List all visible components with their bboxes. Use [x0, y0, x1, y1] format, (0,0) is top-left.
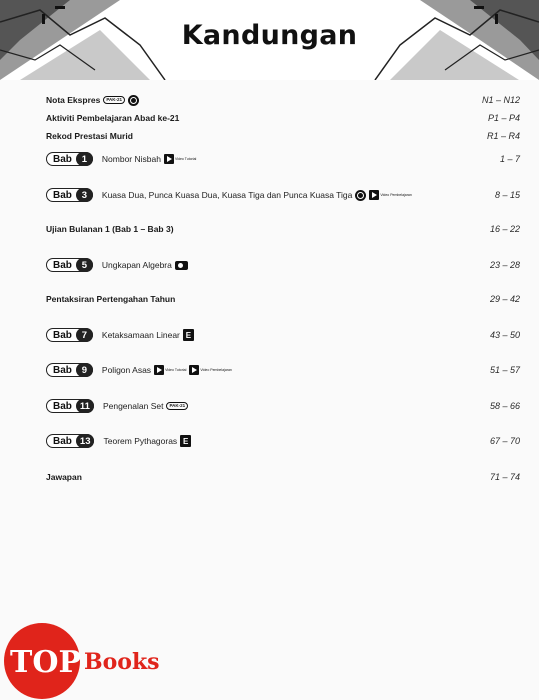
entry-pages: R1 – R4 [486, 131, 520, 141]
chapter-title: Teorem Pythagoras [103, 436, 178, 446]
chapter-title: Kuasa Dua, Punca Kuasa Dua, Kuasa Tiga dan Punca Kuasa Tiga [101, 190, 353, 200]
entry-title: Aktiviti Pembelajaran Abad ke-21 [46, 113, 180, 123]
toc-entry-bab-9[interactable] [46, 360, 520, 380]
entry-pages: 23 – 28 [489, 260, 520, 270]
chapter-badge: Bab 7 [46, 328, 93, 342]
globe-icon [355, 190, 366, 201]
toc-entry-pentaksiran[interactable] [46, 289, 520, 309]
toc-entry-aktiviti[interactable] [46, 108, 520, 128]
chapter-badge: Bab 13 [46, 434, 94, 448]
toc-entry-nota-ekspres[interactable] [46, 90, 520, 110]
chapter-badge: Bab 9 [46, 363, 93, 377]
toc-entry-ujian-bulanan[interactable] [46, 219, 520, 239]
video-pembelajaran-icon: Video Pembelajaran [189, 365, 231, 375]
toc-entry-rekod-prestasi[interactable] [46, 126, 520, 146]
toc-entry-bab-1[interactable] [46, 149, 520, 169]
entry-pages: 58 – 66 [489, 401, 520, 411]
toc-entry-bab-3[interactable] [46, 185, 520, 205]
entry-pages: N1 – N12 [481, 95, 520, 105]
toc-entry-bab-7[interactable] [46, 325, 520, 345]
entry-title: Nota Ekspres [46, 95, 101, 105]
video-tutorial-icon: Video Tutorial [164, 154, 196, 164]
chapter-badge: Bab 1 [46, 152, 93, 166]
logo-books-text: Books [84, 649, 160, 675]
entry-pages: 71 – 74 [489, 472, 520, 482]
chapter-title: Ungkapan Algebra [101, 260, 172, 270]
globe-icon [128, 95, 139, 106]
pak21-icon: PAK-21 [166, 402, 188, 410]
ebook-icon: E [180, 435, 191, 447]
logo-top-text: TOP [10, 645, 82, 680]
chapter-title: Ketaksamaan Linear [101, 330, 180, 340]
entry-title: Jawapan [46, 472, 82, 482]
toc-entry-bab-5[interactable] [46, 255, 520, 275]
entry-pages: 16 – 22 [489, 224, 520, 234]
chapter-badge: Bab 3 [46, 188, 93, 202]
ebook-icon: E [183, 329, 194, 341]
entry-title: Pentaksiran Pertengahan Tahun [46, 294, 176, 304]
pak21-icon: PAK-21 [103, 96, 125, 104]
video-pembelajaran-icon: Video Pembelajaran [369, 190, 411, 200]
video-camera-icon [175, 261, 188, 270]
entry-pages: 43 – 50 [489, 330, 520, 340]
entry-title: Ujian Bulanan 1 (Bab 1 – Bab 3) [46, 224, 174, 234]
toc-entry-jawapan[interactable] [46, 467, 520, 487]
page-title: Kandungan [181, 20, 358, 51]
entry-pages: 51 – 57 [489, 365, 520, 375]
topbooks-logo [0, 615, 180, 700]
chapter-badge: Bab 11 [46, 399, 94, 413]
toc-entry-bab-11[interactable] [46, 396, 520, 416]
chapter-title: Nombor Nisbah [101, 154, 161, 164]
toc-entry-bab-13[interactable] [46, 431, 520, 451]
chapter-title: Pengenalan Set [102, 401, 164, 411]
entry-pages: 1 – 7 [499, 154, 520, 164]
entry-pages: 29 – 42 [489, 294, 520, 304]
chapter-badge: Bab 5 [46, 258, 93, 272]
chapter-title: Poligon Asas [101, 365, 152, 375]
entry-title: Rekod Prestasi Murid [46, 131, 133, 141]
entry-pages: 8 – 15 [494, 190, 520, 200]
entry-pages: 67 – 70 [489, 436, 520, 446]
entry-pages: P1 – P4 [487, 113, 520, 123]
video-tutorial-icon: Video Tutorial [154, 365, 186, 375]
